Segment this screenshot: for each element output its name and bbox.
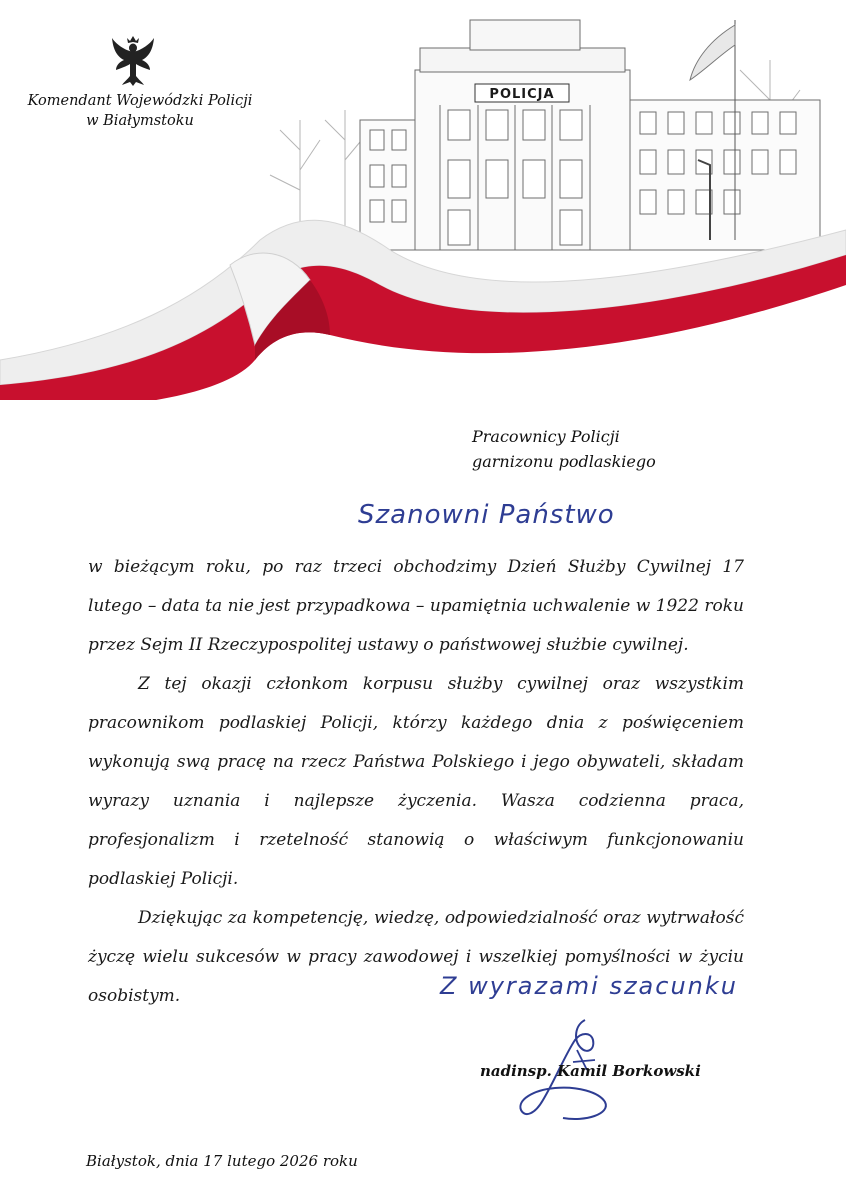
issuer-name [10, 91, 270, 131]
handwritten-closing: Z wyrazami szacunku [440, 972, 738, 1000]
issuer-line-1: Komendant Wojewódzki Policji [27, 93, 253, 109]
police-building-illustration [270, 20, 820, 260]
body-paragraph-1: w bieżącym roku, po raz trzeci obchodzimy Dzień Służby Cywilnej 17 lutego – data ta nie jest przypadkowa – upamiętnia uchwalenie w 1922 roku przez Sejm II Rzeczypospolitej ustawy o państwowej służbie cywilnej. [88, 557, 744, 655]
signatory-name: nadinsp. Kamil Borkowski [480, 1062, 701, 1080]
body-paragraph-3: Dziękując za kompetencję, wiedzę, odpowiedzialność oraz wytrwałość życzę wielu sukcesów w pracy zawodowej i wszelkiej pomyślności w życiu osobistym. [88, 908, 744, 1006]
addressee [472, 424, 656, 474]
addressee-line-1: Pracownicy Policji [472, 427, 620, 446]
place-and-date: Białystok, dnia 17 lutego 2026 roku [86, 1152, 358, 1170]
body-paragraph-2: Z tej okazji członkom korpusu służby cywilnej oraz wszystkim pracownikom podlaskiej Policji, którzy każdego dnia z poświęceniem wykonują swą pracę na rzecz Państwa Polskiego i jego obywateli, składam wyrazy uznania i najlepsze życzenia. Wasza codzienna praca, profesjonalizm i rzetelność stanowią o właściwym funkcjonowaniu podlaskiej Policji. [88, 674, 744, 889]
polish-eagle-icon [110, 32, 156, 88]
letter-body [88, 548, 744, 1016]
addressee-line-2: garnizonu podlaskiego [472, 452, 656, 471]
issuer-line-2: w Białymstoku [86, 113, 194, 129]
handwritten-salutation: Szanowni Państwo [358, 500, 615, 530]
building-sign: POLICJA [489, 87, 555, 102]
